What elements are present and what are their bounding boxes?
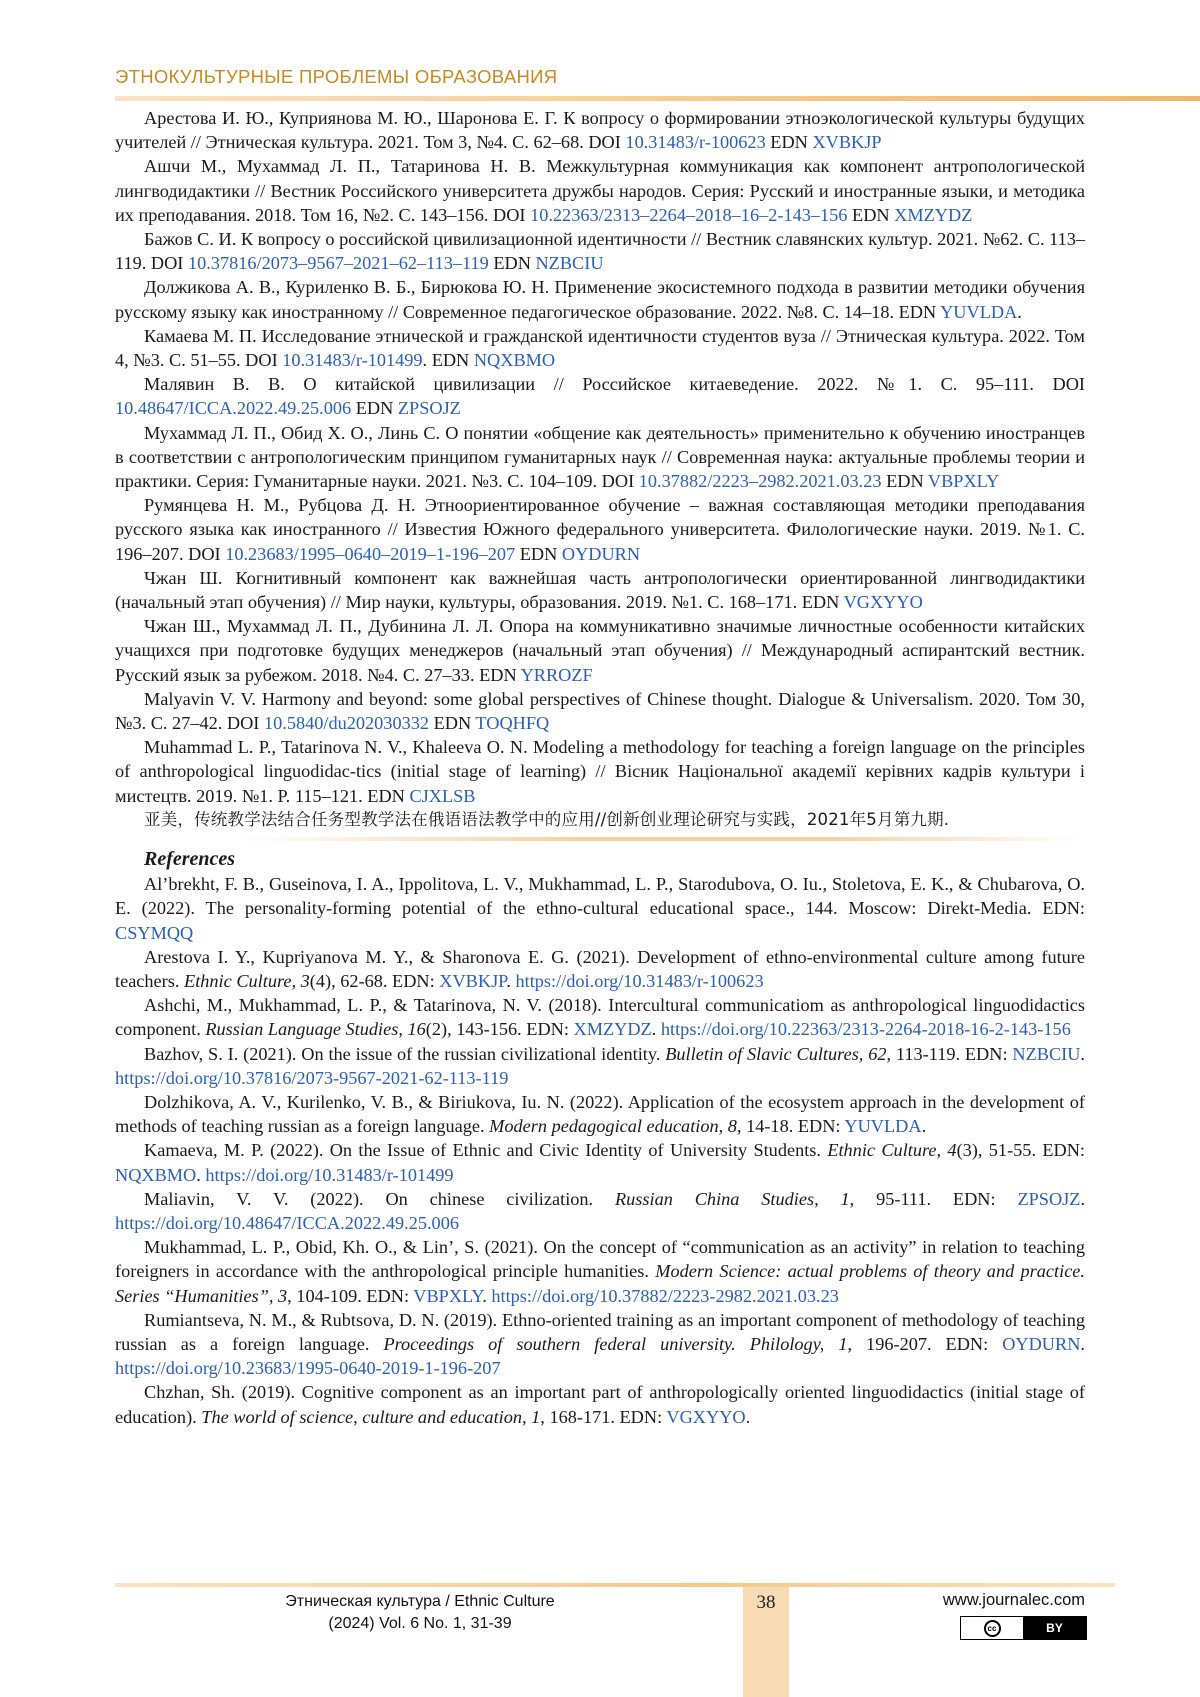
running-header: ЭТНОКУЛЬТУРНЫЕ ПРОБЛЕМЫ ОБРАЗОВАНИЯ [115,66,558,87]
reference-entry [115,324,1085,372]
reference-entry [115,872,1085,945]
doi-link[interactable]: 10.31483/r-100623 [625,132,766,153]
reference-text: Чжан Ш. Когнитивный компонент как важнейшая часть антропологически ориентированной лингводидактики (начальный этап обучения) // Мир науки, культуры, образования. 2019. №1. С. 168–171. [115,567,1085,613]
reference-list [115,106,1085,1429]
edn-label: EDN [488,253,536,274]
reference-text: Бажов С. И. К вопросу о российской цивилизационной идентичности // Вестник славянских культур. 2021. №62. С. 113–119. DOI [115,229,1085,274]
reference-entry [115,1308,1085,1381]
footer-journal-info [270,1591,570,1635]
separator: . [651,1019,661,1040]
reference-text: Должикова А. В., Куриленко В. Б., Бирюкова Ю. Н. Применение экосистемного подхода в развитии методики обучения русскому языку как иностранному // Современное педагогическое образование. 2022. №8. С. 14–18. [115,277,1085,322]
edn-link[interactable]: NQXBMO [115,1164,197,1185]
reference-text: Ashchi, M., Mukhammad, L. P., & Tatarinova, N. V. (2018). Intercultural communicatiom as anthropological linguodidactics component. [115,995,1085,1040]
reference-text: Al’brekht, F. B., Guseinova, I. A., Ippolitova, L. V., Mukhammad, L. P., Starodubova, O. Iu., Stoletova, E. K., & Chubarova, O. E. (2022). The personality-forming potential of the ethno-cultural educational space., 144. Moscow: Direkt-Media. EDN: [115,874,1085,919]
header-divider [115,96,1200,101]
reference-entry [115,687,1085,735]
doi-link[interactable]: 10.5840/du202030332 [263,713,430,734]
edn-link[interactable]: YUVLDA [940,301,1018,322]
edn-link[interactable]: OYDURN [561,543,641,564]
edn-label: EDN [898,301,941,322]
separator: . [1080,1333,1085,1354]
journal-title: The world of science, culture and education, 1 [201,1406,541,1427]
english-reference-list [115,872,1085,1429]
reference-pages: , 168-171. EDN: [540,1406,667,1427]
reference-entry [115,614,1085,687]
footer-divider [115,1583,1115,1587]
reference-entry [115,1187,1085,1235]
reference-text: Kamaeva, M. P. (2022). On the Issue of Ethnic and Civic Identity of University Students. [144,1140,828,1161]
separator: . [506,970,516,991]
edn-label: EDN [429,713,476,734]
reference-entry [115,735,1085,808]
separator: . [921,1116,927,1137]
reference-text: Камаева М. П. Исследование этнической и гражданской идентичности студентов вуза // Этническая культура. 2022. Том 4, №3. С. 51–55. DOI [115,325,1085,371]
reference-entry [115,1138,1085,1186]
doi-link[interactable]: https://doi.org/10.31483/r-100623 [515,970,764,991]
separator: . [1080,1188,1086,1209]
edn-link[interactable]: ZPSOJZ [1017,1188,1081,1209]
edn-link[interactable]: VBPXLY [927,471,1000,492]
journal-title: Russian China Studies, 1 [614,1188,850,1209]
reference-entry [115,372,1085,420]
doi-link[interactable]: https://doi.org/10.37882/2223-2982.2021.03.23 [491,1285,839,1306]
edn-link[interactable]: XVBKJP [439,970,507,991]
reference-entry [115,275,1085,323]
reference-entry [115,227,1085,275]
journal-website-link[interactable]: www.journalec.com [942,1591,1085,1609]
reference-pages: (4), 62-68. EDN: [309,970,440,991]
doi-link[interactable]: 10.31483/r-101499 [282,350,423,371]
edn-label: EDN [367,785,410,806]
reference-text: Мухаммад Л. П., Обид Х. О., Линь С. О понятии «общение как деятельность» применительно к обучению иностранцев в соответствии с антропологическим принципом гуманитарных наук // Современная наука: актуальные проблемы теории и практики. Серия: Гуманитарные науки. 2021. №3. С. 104–109. DOI [115,422,1085,492]
reference-entry [115,1090,1085,1138]
edn-link[interactable]: XVBKJP [812,132,882,153]
reference-text: Ашчи М., Мухаммад Л. П., Татаринова Н. В. Межкультурная коммуникация как компонент антропологической лингводидактики // Вестник Российского университета дружбы народов. Серия: Русский и иностранные языки, и методика их преподавания. 2018. Том 16, №2. С. 143–156. DOI [115,156,1085,225]
edn-link[interactable]: XMZYDZ [894,204,973,225]
reference-text: Mukhammad, L. P., Obid, Kh. O., & Lin’, S. (2021). On the concept of “communication as an activity” in relation to teaching foreigners in accordance with the anthropological principle humanities. [115,1237,1085,1282]
doi-link[interactable]: https://doi.org/10.31483/r-101499 [205,1164,454,1185]
reference-pages: , 104-109. EDN: [287,1285,414,1306]
reference-text: Muhammad L. P., Tatarinova N. V., Khaleeva O. N. Modeling a methodology for teaching a foreign language on the principles of anthropological linguodidac-tics (initial stage of learning) // Вісник Національної академії керівних кадрів культури і мистецтв. 2019. №1. P. 115–121. [115,737,1085,806]
edn-link[interactable]: VGXYYO [843,592,923,613]
chinese-reference: 亚美，传统教学法结合任务型教学法在俄语语法教学中的应用//创新创业理论研究与实践，2021年5月第九期. [144,809,950,829]
reference-text: Bazhov, S. I. (2021). On the issue of the russian civilizational identity. [144,1043,666,1064]
edn-label: EDN [479,664,521,685]
doi-link[interactable]: 10.22363/2313–2264–2018–16–2-143–156 [530,204,848,225]
journal-title: Proceedings of southern federal university. Philology, 1 [383,1333,848,1354]
separator: . [1080,1043,1085,1064]
reference-pages: (3), 51-55. EDN: [956,1140,1085,1161]
separator: . [745,1406,751,1427]
reference-text: Арестова И. Ю., Куприянова М. Ю., Шаронова Е. Г. К вопросу о формировании этноэкологической культуры будущих учителей // Этническая культура. 2021. Том 3, №4. С. 62–68. DOI [115,108,1085,153]
reference-text: Dolzhikova, A. V., Kurilenko, V. B., & Biriukova, Iu. N. (2022). Application of the ecosystem approach in the development of methods of teaching russian as a foreign language. [115,1091,1085,1137]
reference-tail: . [1017,301,1022,322]
reference-pages: , 95-111. EDN: [849,1188,1018,1209]
russian-reference-list [115,106,1085,808]
edn-label: EDN [351,398,398,419]
edn-link[interactable]: TOQHFQ [475,713,550,734]
reference-pages: (2), 143-156. EDN: [425,1019,574,1040]
journal-title: Modern pedagogical education, 8 [489,1116,737,1137]
journal-title: Ethnic Culture, 3 [184,970,310,991]
doi-link[interactable]: https://doi.org/10.22363/2313-2264-2018-16-2-143-156 [660,1019,1071,1040]
reference-text: Chzhan, Sh. (2019). Cognitive component as an important part of anthropologically oriented linguodidactics (initial stage of education). [115,1382,1085,1427]
reference-entry [115,566,1085,614]
edn-label: EDN [765,132,813,153]
journal-title: Bulletin of Slavic Cultures, 62 [665,1043,887,1064]
reference-text: Малявин В. В. О китайской цивилизации // Российское китаеведение. 2022. №1. С. 95–111. DOI [144,374,1085,395]
doi-link[interactable]: 10.37882/2223–2982.2021.03.23 [638,471,882,492]
reference-pages: , 113-119. EDN: [886,1043,1013,1064]
doi-link[interactable]: https://doi.org/10.23683/1995-0640-2019-1-196-207 [115,1358,501,1379]
references-heading: References [144,848,236,871]
edn-label: EDN [801,592,844,613]
edn-link[interactable]: XMZYDZ [573,1019,652,1040]
edn-label: . EDN [422,350,474,371]
license-by-label: BY [1046,1621,1063,1635]
edn-link[interactable]: CSYMQQ [115,922,194,943]
reference-pages: , 196-207. EDN: [847,1333,1003,1354]
edn-label: EDN [847,204,895,225]
reference-text: Румянцева Н. М., Рубцова Д. Н. Этноориентированное обучение – важная составляющая методики преподавания русского языка как иностранного // Известия Южного федерального университета. Филологические науки. 2019. №1. С. 196–207. DOI [115,495,1085,564]
doi-link[interactable]: https://doi.org/10.48647/ICCA.2022.49.25.006 [115,1212,459,1233]
edn-link[interactable]: NZBCIU [535,253,604,274]
reference-entry [115,1042,1085,1090]
page-number: 38 [756,1592,776,1613]
edn-label: EDN [515,543,562,564]
edn-link[interactable]: NZBCIU [1012,1043,1081,1064]
reference-entry [115,1235,1085,1308]
separator: . [196,1164,206,1185]
section-divider [235,837,1085,841]
edn-link[interactable]: NQXBMO [473,350,556,371]
journal-issue: (2024) Vol. 6 No. 1, 31-39 [328,1615,512,1632]
journal-title: Ethnic Culture, 4 [827,1140,957,1161]
creative-commons-icon: cc [984,1620,1001,1637]
reference-entry [115,1380,1085,1428]
reference-text: Чжан Ш., Мухаммад Л. П., Дубинина Л. Л. Опора на коммуникативно значимые личностные особенности китайских учащихся при подготовке будущих менеджеров (начальный этап обучения) // Международный аспирантский вестник. Русский язык за рубежом. 2018. №4. С. 27–33. [115,616,1085,685]
doi-link[interactable]: 10.37816/2073–9567–2021–62–113–119 [187,253,489,274]
journal-title: Russian Language Studies, 16 [205,1019,426,1040]
reference-pages: , 14-18. EDN: [736,1116,845,1137]
journal-title: Modern Science: actual problems of theory and practice. Series “Humanities”, 3 [115,1261,1085,1306]
edn-link[interactable]: VGXYYO [666,1406,746,1427]
cc-by-license-badge[interactable] [960,1616,1087,1640]
edn-link[interactable]: YUVLDA [844,1116,922,1137]
reference-text: Rumiantseva, N. M., & Rubtsova, D. N. (2019). Ethno-oriented training as an important component of methodology of teaching russian as a foreign language. [115,1309,1085,1354]
reference-entry [115,993,1085,1041]
reference-text: Malyavin V. V. Harmony and beyond: some global perspectives of Chinese thought. Dialogue & Universalism. 2020. Том 30, №3. С. 27–42. DOI [115,688,1085,734]
doi-link[interactable]: 10.48647/ICCA.2022.49.25.006 [115,398,352,419]
edn-link[interactable]: YRROZF [520,664,593,685]
reference-entry [115,106,1085,154]
edn-link[interactable]: OYDURN [1002,1333,1081,1354]
separator: . [482,1285,492,1306]
reference-text: Arestova I. Y., Kupriyanova M. Y., & Sharonova E. G. (2021). Development of ethno-environmental culture among future teachers. [115,946,1085,991]
edn-link[interactable]: CJXLSB [409,785,476,806]
edn-label: EDN [881,471,928,492]
reference-entry [115,421,1085,494]
edn-link[interactable]: VBPXLY [413,1285,483,1306]
doi-link[interactable]: 10.23683/1995–0640–2019–1-196–207 [225,543,516,564]
reference-entry [115,493,1085,566]
edn-link[interactable]: ZPSOJZ [397,398,461,419]
reference-entry [115,945,1085,993]
reference-text: Maliavin, V. V. (2022). On chinese civilization. [144,1188,615,1209]
doi-link[interactable]: https://doi.org/10.37816/2073-9567-2021-62-113-119 [115,1067,509,1088]
reference-entry [115,154,1085,227]
journal-title: Этническая культура / Ethnic Culture [285,1593,555,1610]
